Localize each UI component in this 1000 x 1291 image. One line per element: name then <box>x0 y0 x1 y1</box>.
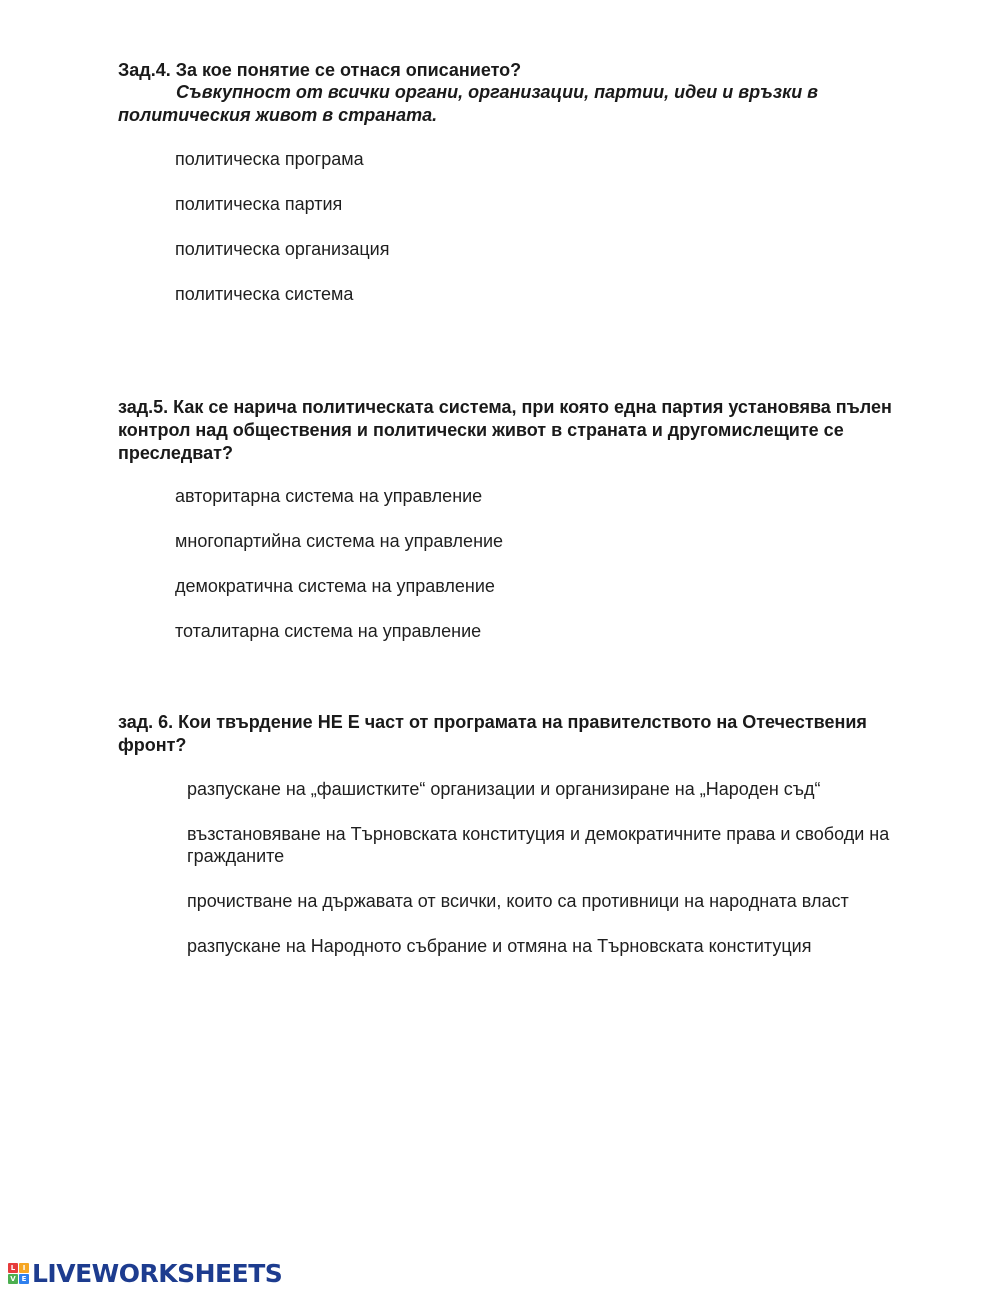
q4-option-4[interactable]: политическа система <box>175 284 354 304</box>
q5-title <box>118 396 892 465</box>
q5-option-4[interactable]: тоталитарна система на управление <box>175 621 482 641</box>
q5-title-line3: преследват? <box>118 443 233 463</box>
q4-desc-line1: Съвкупност от всички органи, организации, партии, идеи и връзки в <box>176 82 819 102</box>
liveworksheets-logo <box>8 1259 282 1287</box>
q5-option-1[interactable]: авторитарна система на управление <box>175 486 483 506</box>
logo-mark-i: I <box>19 1263 29 1273</box>
q4-desc-line2: политическия живот в страната. <box>118 105 438 125</box>
q6-option-2-line1: възстановяване на Търновската конституция и демократичните права и свободи на <box>187 824 890 844</box>
q6-option-4[interactable]: разпускане на Народното събрание и отмяна на Търновската конституция <box>187 936 812 956</box>
logo-text: LIVEWORKSHEETS <box>32 1258 283 1288</box>
q5-title-line2: контрол над обществения и политически живот в страната и другомислещите се <box>118 420 844 440</box>
q6-title-line2: фронт? <box>118 735 187 755</box>
q6-option-3[interactable]: прочистване на държавата от всички, които са противници на народната власт <box>187 891 849 911</box>
logo-mark-l: L <box>8 1263 18 1273</box>
q6-title <box>118 711 867 757</box>
q4-option-2[interactable]: политическа партия <box>175 194 343 214</box>
q4-option-1[interactable]: политическа програма <box>175 149 364 169</box>
q4-description <box>118 81 918 127</box>
q6-option-1[interactable]: разпускане на „фашистките“ организации и организиране на „Народен съд“ <box>187 779 821 799</box>
q5-option-2[interactable]: многопартийна система на управление <box>175 531 504 551</box>
logo-mark-icon <box>8 1263 29 1284</box>
logo-mark-e: E <box>19 1274 29 1284</box>
q6-title-line1: зад. 6. Кои твърдение НЕ Е част от програмата на правителството на Отечествения <box>118 712 867 732</box>
q6-option-2[interactable] <box>187 823 987 867</box>
q4-title: Зад.4. За кое понятие се отнася описанието? <box>118 60 522 80</box>
q6-option-2-line2: гражданите <box>187 846 285 866</box>
logo-mark-v: V <box>8 1274 18 1284</box>
q5-title-line1: зад.5. Как се нарича политическата система, при която една партия установява пълен <box>118 397 892 417</box>
q4-option-3[interactable]: политическа организация <box>175 239 390 259</box>
q5-option-3[interactable]: демократична система на управление <box>175 576 495 596</box>
